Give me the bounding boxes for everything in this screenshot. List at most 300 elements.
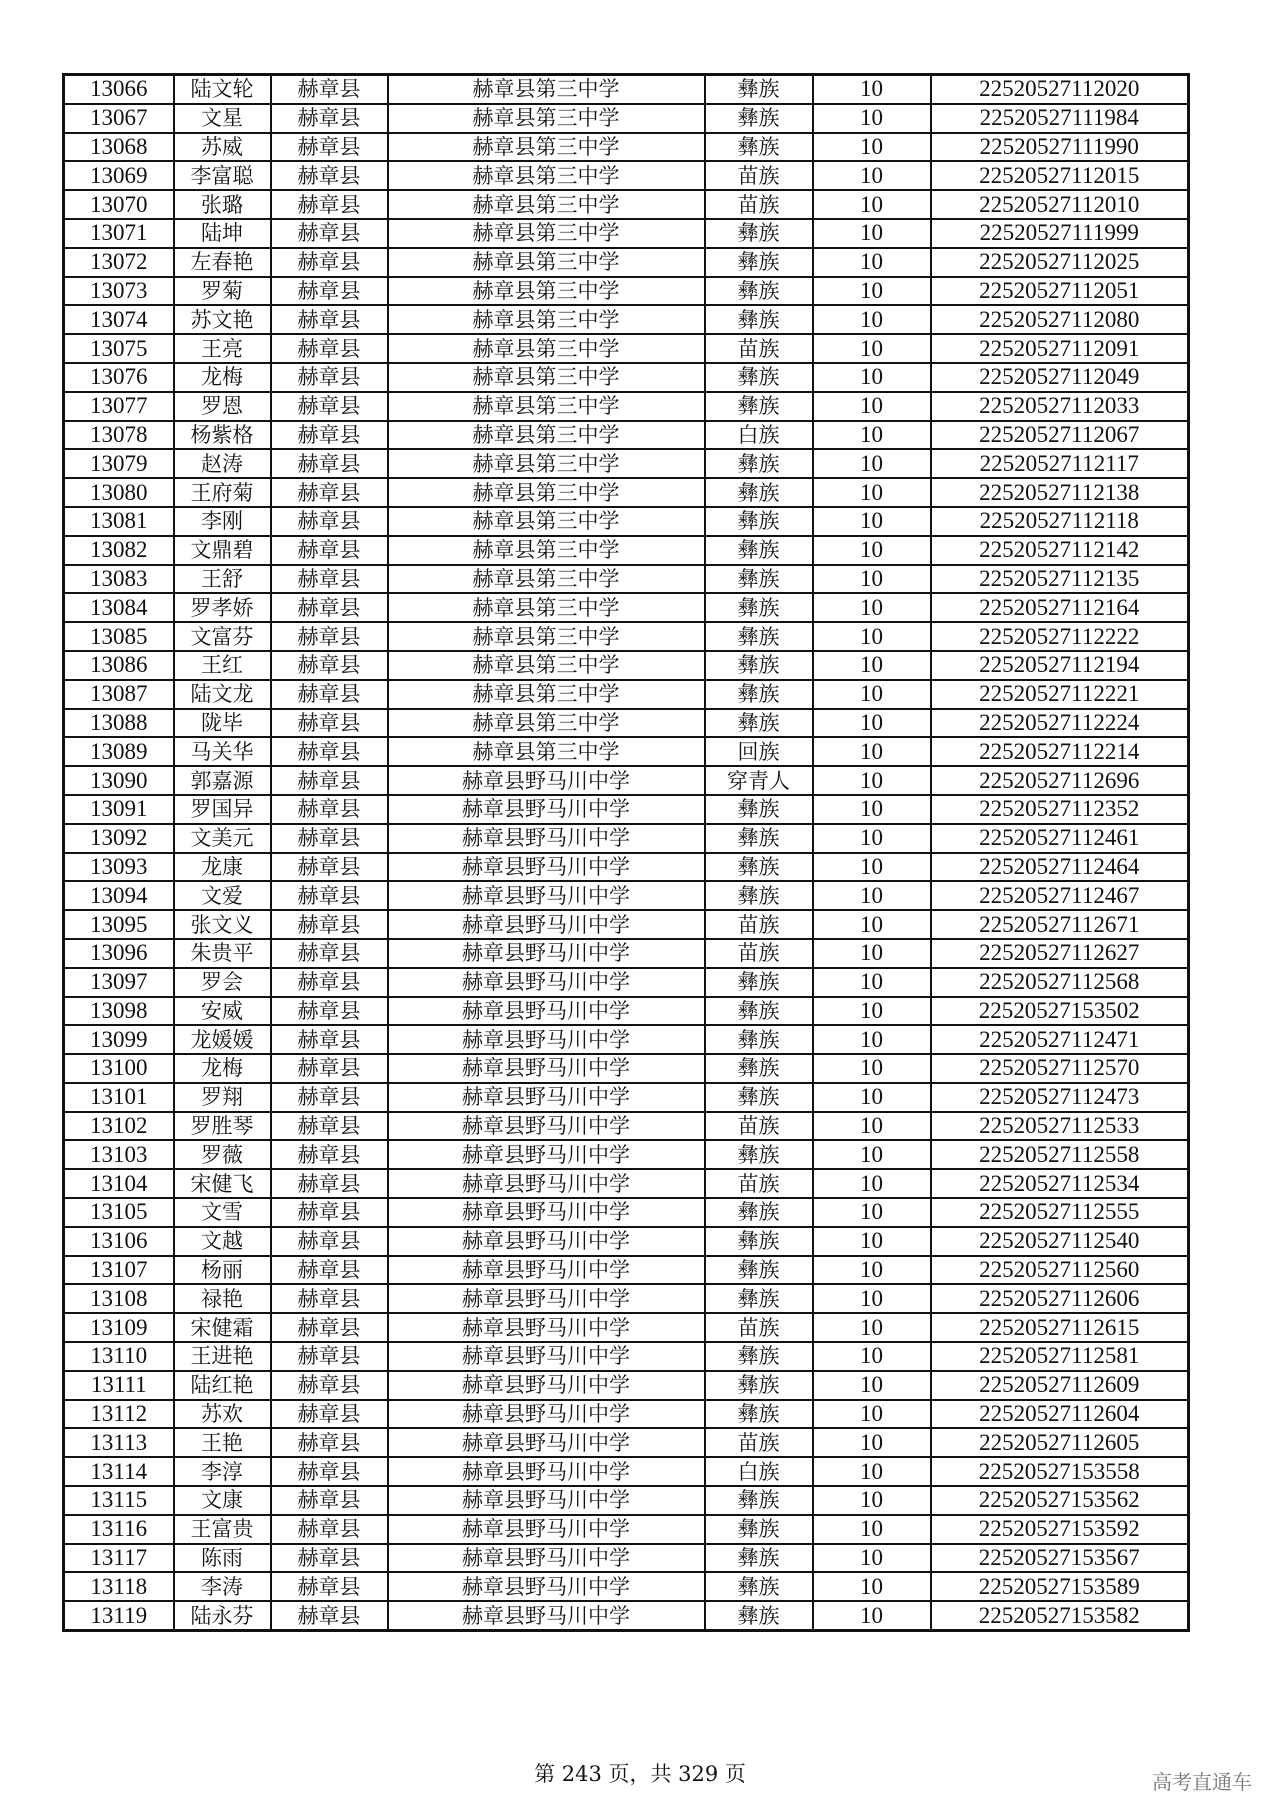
serial-number-cell: 13116	[64, 1515, 174, 1544]
score-cell: 10	[813, 1342, 931, 1371]
school-cell: 赫章县野马川中学	[388, 1025, 705, 1054]
table-row	[64, 277, 1189, 306]
table-row	[64, 968, 1189, 997]
score-cell: 10	[813, 1544, 931, 1573]
ethnicity-cell: 彝族	[705, 881, 813, 910]
ethnicity-cell: 彝族	[705, 363, 813, 392]
school-cell: 赫章县野马川中学	[388, 795, 705, 824]
score-cell: 10	[813, 1313, 931, 1342]
serial-number-cell: 13085	[64, 622, 174, 651]
serial-number-cell: 13078	[64, 421, 174, 450]
school-cell: 赫章县野马川中学	[388, 853, 705, 882]
serial-number-cell: 13087	[64, 680, 174, 709]
school-cell: 赫章县第三中学	[388, 133, 705, 162]
exam-id-cell: 22520527112033	[931, 392, 1189, 421]
serial-number-cell: 13070	[64, 190, 174, 219]
school-cell: 赫章县野马川中学	[388, 1428, 705, 1457]
table-row	[64, 622, 1189, 651]
score-cell: 10	[813, 1572, 931, 1601]
student-name-cell: 杨丽	[174, 1256, 271, 1285]
serial-number-cell: 13109	[64, 1313, 174, 1342]
exam-id-cell: 22520527112010	[931, 190, 1189, 219]
school-cell: 赫章县第三中学	[388, 75, 705, 104]
county-cell: 赫章县	[271, 1371, 388, 1400]
exam-id-cell: 22520527112352	[931, 795, 1189, 824]
county-cell: 赫章县	[271, 1428, 388, 1457]
exam-id-cell: 22520527112049	[931, 363, 1189, 392]
exam-id-cell: 22520527112464	[931, 853, 1189, 882]
student-name-cell: 罗薇	[174, 1140, 271, 1169]
ethnicity-cell: 彝族	[705, 1371, 813, 1400]
exam-id-cell: 22520527112020	[931, 75, 1189, 104]
school-cell: 赫章县第三中学	[388, 507, 705, 536]
ethnicity-cell: 彝族	[705, 680, 813, 709]
school-cell: 赫章县第三中学	[388, 161, 705, 190]
score-cell: 10	[813, 277, 931, 306]
county-cell: 赫章县	[271, 1601, 388, 1630]
score-cell: 10	[813, 75, 931, 104]
ethnicity-cell: 彝族	[705, 133, 813, 162]
table-row	[64, 1601, 1189, 1630]
student-name-cell: 赵涛	[174, 449, 271, 478]
ethnicity-cell: 苗族	[705, 1428, 813, 1457]
county-cell: 赫章县	[271, 248, 388, 277]
exam-id-cell: 22520527112224	[931, 709, 1189, 738]
county-cell: 赫章县	[271, 536, 388, 565]
serial-number-cell: 13105	[64, 1198, 174, 1227]
county-cell: 赫章县	[271, 1400, 388, 1429]
score-cell: 10	[813, 1169, 931, 1198]
student-name-cell: 龙梅	[174, 363, 271, 392]
serial-number-cell: 13093	[64, 853, 174, 882]
ethnicity-cell: 彝族	[705, 593, 813, 622]
school-cell: 赫章县野马川中学	[388, 1227, 705, 1256]
county-cell: 赫章县	[271, 363, 388, 392]
serial-number-cell: 13113	[64, 1428, 174, 1457]
ethnicity-cell: 彝族	[705, 1025, 813, 1054]
exam-id-cell: 22520527112080	[931, 305, 1189, 334]
school-cell: 赫章县第三中学	[388, 190, 705, 219]
county-cell: 赫章县	[271, 1342, 388, 1371]
serial-number-cell: 13096	[64, 939, 174, 968]
exam-id-cell: 22520527112570	[931, 1054, 1189, 1083]
ethnicity-cell: 彝族	[705, 1342, 813, 1371]
watermark-logo: 高考直通车	[1152, 1770, 1252, 1794]
score-cell: 10	[813, 219, 931, 248]
table-row	[64, 1025, 1189, 1054]
student-name-cell: 王舒	[174, 565, 271, 594]
exam-id-cell: 22520527112558	[931, 1140, 1189, 1169]
serial-number-cell: 13115	[64, 1486, 174, 1515]
student-name-cell: 罗会	[174, 968, 271, 997]
student-name-cell: 文康	[174, 1486, 271, 1515]
serial-number-cell: 13081	[64, 507, 174, 536]
exam-id-cell: 22520527112025	[931, 248, 1189, 277]
school-cell: 赫章县野马川中学	[388, 824, 705, 853]
exam-id-cell: 22520527112222	[931, 622, 1189, 651]
school-cell: 赫章县野马川中学	[388, 1601, 705, 1630]
serial-number-cell: 13091	[64, 795, 174, 824]
county-cell: 赫章县	[271, 1284, 388, 1313]
serial-number-cell: 13094	[64, 881, 174, 910]
school-cell: 赫章县野马川中学	[388, 939, 705, 968]
table-row	[64, 997, 1189, 1026]
serial-number-cell: 13071	[64, 219, 174, 248]
serial-number-cell: 13079	[64, 449, 174, 478]
serial-number-cell: 13102	[64, 1112, 174, 1141]
ethnicity-cell: 彝族	[705, 565, 813, 594]
score-cell: 10	[813, 853, 931, 882]
student-name-cell: 罗恩	[174, 392, 271, 421]
exam-id-cell: 22520527112067	[931, 421, 1189, 450]
ethnicity-cell: 苗族	[705, 1169, 813, 1198]
ethnicity-cell: 彝族	[705, 392, 813, 421]
exam-id-cell: 22520527112142	[931, 536, 1189, 565]
serial-number-cell: 13089	[64, 737, 174, 766]
ethnicity-cell: 苗族	[705, 190, 813, 219]
table-row	[64, 363, 1189, 392]
school-cell: 赫章县第三中学	[388, 709, 705, 738]
student-name-cell: 罗国异	[174, 795, 271, 824]
exam-id-cell: 22520527112696	[931, 766, 1189, 795]
score-cell: 10	[813, 651, 931, 680]
serial-number-cell: 13088	[64, 709, 174, 738]
ethnicity-cell: 彝族	[705, 1198, 813, 1227]
student-name-cell: 陆红艳	[174, 1371, 271, 1400]
school-cell: 赫章县第三中学	[388, 104, 705, 133]
table-row	[64, 1313, 1189, 1342]
table-row	[64, 737, 1189, 766]
score-cell: 10	[813, 1457, 931, 1486]
score-cell: 10	[813, 1256, 931, 1285]
county-cell: 赫章县	[271, 1572, 388, 1601]
school-cell: 赫章县野马川中学	[388, 1486, 705, 1515]
exam-id-cell: 22520527112605	[931, 1428, 1189, 1457]
student-name-cell: 陆坤	[174, 219, 271, 248]
serial-number-cell: 13083	[64, 565, 174, 594]
table-row	[64, 939, 1189, 968]
county-cell: 赫章县	[271, 939, 388, 968]
serial-number-cell: 13069	[64, 161, 174, 190]
county-cell: 赫章县	[271, 1112, 388, 1141]
table-row	[64, 709, 1189, 738]
student-name-cell: 安威	[174, 997, 271, 1026]
school-cell: 赫章县第三中学	[388, 680, 705, 709]
ethnicity-cell: 彝族	[705, 1284, 813, 1313]
school-cell: 赫章县野马川中学	[388, 997, 705, 1026]
county-cell: 赫章县	[271, 680, 388, 709]
ethnicity-cell: 彝族	[705, 1544, 813, 1573]
table-row	[64, 248, 1189, 277]
table-row	[64, 1428, 1189, 1457]
serial-number-cell: 13067	[64, 104, 174, 133]
student-name-cell: 龙康	[174, 853, 271, 882]
ethnicity-cell: 彝族	[705, 1083, 813, 1112]
exam-id-cell: 22520527112117	[931, 449, 1189, 478]
table-row	[64, 1457, 1189, 1486]
table-row	[64, 881, 1189, 910]
student-name-cell: 朱贵平	[174, 939, 271, 968]
ethnicity-cell: 白族	[705, 421, 813, 450]
serial-number-cell: 13112	[64, 1400, 174, 1429]
county-cell: 赫章县	[271, 133, 388, 162]
school-cell: 赫章县野马川中学	[388, 1256, 705, 1285]
exam-id-cell: 22520527112560	[931, 1256, 1189, 1285]
exam-id-cell: 22520527112091	[931, 334, 1189, 363]
serial-number-cell: 13104	[64, 1169, 174, 1198]
exam-id-cell: 22520527112606	[931, 1284, 1189, 1313]
student-name-cell: 张璐	[174, 190, 271, 219]
exam-id-cell: 22520527112471	[931, 1025, 1189, 1054]
student-name-cell: 文越	[174, 1227, 271, 1256]
score-cell: 10	[813, 824, 931, 853]
score-cell: 10	[813, 248, 931, 277]
exam-id-cell: 22520527112540	[931, 1227, 1189, 1256]
county-cell: 赫章县	[271, 277, 388, 306]
exam-id-cell: 22520527112214	[931, 737, 1189, 766]
student-name-cell: 王红	[174, 651, 271, 680]
school-cell: 赫章县野马川中学	[388, 1140, 705, 1169]
score-cell: 10	[813, 334, 931, 363]
county-cell: 赫章县	[271, 795, 388, 824]
serial-number-cell: 13106	[64, 1227, 174, 1256]
ethnicity-cell: 彝族	[705, 709, 813, 738]
table-row	[64, 1515, 1189, 1544]
county-cell: 赫章县	[271, 824, 388, 853]
county-cell: 赫章县	[271, 334, 388, 363]
exam-id-cell: 22520527112671	[931, 910, 1189, 939]
table-row	[64, 334, 1189, 363]
serial-number-cell: 13090	[64, 766, 174, 795]
school-cell: 赫章县第三中学	[388, 334, 705, 363]
table-row	[64, 1486, 1189, 1515]
score-cell: 10	[813, 881, 931, 910]
school-cell: 赫章县野马川中学	[388, 1313, 705, 1342]
table-row	[64, 1198, 1189, 1227]
ethnicity-cell: 彝族	[705, 277, 813, 306]
exam-id-cell: 22520527112615	[931, 1313, 1189, 1342]
school-cell: 赫章县第三中学	[388, 219, 705, 248]
ethnicity-cell: 彝族	[705, 1486, 813, 1515]
ethnicity-cell: 彝族	[705, 1227, 813, 1256]
county-cell: 赫章县	[271, 853, 388, 882]
student-name-cell: 禄艳	[174, 1284, 271, 1313]
county-cell: 赫章县	[271, 1169, 388, 1198]
ethnicity-cell: 彝族	[705, 1572, 813, 1601]
ethnicity-cell: 苗族	[705, 161, 813, 190]
score-cell: 10	[813, 449, 931, 478]
score-cell: 10	[813, 1198, 931, 1227]
school-cell: 赫章县野马川中学	[388, 1515, 705, 1544]
table-row	[64, 1371, 1189, 1400]
table-row	[64, 1227, 1189, 1256]
ethnicity-cell: 苗族	[705, 1313, 813, 1342]
county-cell: 赫章县	[271, 881, 388, 910]
table-row	[64, 75, 1189, 104]
ethnicity-cell: 彝族	[705, 824, 813, 853]
school-cell: 赫章县野马川中学	[388, 1284, 705, 1313]
exam-id-cell: 22520527153567	[931, 1544, 1189, 1573]
serial-number-cell: 13107	[64, 1256, 174, 1285]
student-name-cell: 杨紫格	[174, 421, 271, 450]
exam-id-cell: 22520527153502	[931, 997, 1189, 1026]
exam-id-cell: 22520527153592	[931, 1515, 1189, 1544]
ethnicity-cell: 彝族	[705, 478, 813, 507]
student-name-cell: 李富聪	[174, 161, 271, 190]
school-cell: 赫章县野马川中学	[388, 1544, 705, 1573]
score-cell: 10	[813, 910, 931, 939]
county-cell: 赫章县	[271, 1544, 388, 1573]
table-row	[64, 190, 1189, 219]
student-name-cell: 罗孝娇	[174, 593, 271, 622]
table-row	[64, 305, 1189, 334]
score-cell: 10	[813, 1284, 931, 1313]
table-row	[64, 651, 1189, 680]
table-row	[64, 1083, 1189, 1112]
score-cell: 10	[813, 1400, 931, 1429]
student-name-cell: 李刚	[174, 507, 271, 536]
ethnicity-cell: 苗族	[705, 910, 813, 939]
school-cell: 赫章县野马川中学	[388, 1572, 705, 1601]
score-cell: 10	[813, 766, 931, 795]
school-cell: 赫章县野马川中学	[388, 1112, 705, 1141]
school-cell: 赫章县野马川中学	[388, 1198, 705, 1227]
student-name-cell: 文美元	[174, 824, 271, 853]
score-cell: 10	[813, 1601, 931, 1630]
ethnicity-cell: 彝族	[705, 651, 813, 680]
county-cell: 赫章县	[271, 1025, 388, 1054]
table-row	[64, 1572, 1189, 1601]
ethnicity-cell: 彝族	[705, 622, 813, 651]
score-cell: 10	[813, 1486, 931, 1515]
score-cell: 10	[813, 1083, 931, 1112]
score-cell: 10	[813, 536, 931, 565]
table-row	[64, 478, 1189, 507]
table-row	[64, 766, 1189, 795]
ethnicity-cell: 白族	[705, 1457, 813, 1486]
student-name-cell: 罗胜琴	[174, 1112, 271, 1141]
student-name-cell: 宋健飞	[174, 1169, 271, 1198]
table-row	[64, 910, 1189, 939]
exam-id-cell: 22520527112467	[931, 881, 1189, 910]
county-cell: 赫章县	[271, 104, 388, 133]
student-name-cell: 文富芬	[174, 622, 271, 651]
school-cell: 赫章县第三中学	[388, 392, 705, 421]
table-row	[64, 536, 1189, 565]
serial-number-cell: 13074	[64, 305, 174, 334]
school-cell: 赫章县野马川中学	[388, 881, 705, 910]
student-name-cell: 陇毕	[174, 709, 271, 738]
student-name-cell: 王府菊	[174, 478, 271, 507]
serial-number-cell: 13092	[64, 824, 174, 853]
ethnicity-cell: 彝族	[705, 75, 813, 104]
score-cell: 10	[813, 305, 931, 334]
serial-number-cell: 13066	[64, 75, 174, 104]
serial-number-cell: 13103	[64, 1140, 174, 1169]
serial-number-cell: 13111	[64, 1371, 174, 1400]
county-cell: 赫章县	[271, 1083, 388, 1112]
student-name-cell: 苏文艳	[174, 305, 271, 334]
ethnicity-cell: 彝族	[705, 1601, 813, 1630]
serial-number-cell: 13075	[64, 334, 174, 363]
table-row	[64, 1544, 1189, 1573]
ethnicity-cell: 彝族	[705, 305, 813, 334]
serial-number-cell: 13072	[64, 248, 174, 277]
exam-id-cell: 22520527112051	[931, 277, 1189, 306]
county-cell: 赫章县	[271, 997, 388, 1026]
ethnicity-cell: 彝族	[705, 248, 813, 277]
serial-number-cell: 13097	[64, 968, 174, 997]
student-name-cell: 龙梅	[174, 1054, 271, 1083]
county-cell: 赫章县	[271, 1054, 388, 1083]
county-cell: 赫章县	[271, 1313, 388, 1342]
serial-number-cell: 13086	[64, 651, 174, 680]
table-row	[64, 1400, 1189, 1429]
score-cell: 10	[813, 190, 931, 219]
ethnicity-cell: 彝族	[705, 104, 813, 133]
score-cell: 10	[813, 997, 931, 1026]
county-cell: 赫章县	[271, 421, 388, 450]
exam-id-cell: 22520527111999	[931, 219, 1189, 248]
school-cell: 赫章县第三中学	[388, 363, 705, 392]
exam-id-cell: 22520527111990	[931, 133, 1189, 162]
school-cell: 赫章县第三中学	[388, 565, 705, 594]
student-name-cell: 文雪	[174, 1198, 271, 1227]
ethnicity-cell: 彝族	[705, 507, 813, 536]
serial-number-cell: 13108	[64, 1284, 174, 1313]
table-row	[64, 449, 1189, 478]
score-cell: 10	[813, 1112, 931, 1141]
school-cell: 赫章县第三中学	[388, 622, 705, 651]
student-list-table	[62, 73, 1190, 1632]
score-cell: 10	[813, 1140, 931, 1169]
score-cell: 10	[813, 363, 931, 392]
table-row	[64, 680, 1189, 709]
student-name-cell: 李淳	[174, 1457, 271, 1486]
school-cell: 赫章县野马川中学	[388, 910, 705, 939]
student-name-cell: 马关华	[174, 737, 271, 766]
serial-number-cell: 13077	[64, 392, 174, 421]
ethnicity-cell: 彝族	[705, 853, 813, 882]
ethnicity-cell: 彝族	[705, 536, 813, 565]
table-row	[64, 104, 1189, 133]
exam-id-cell: 22520527112533	[931, 1112, 1189, 1141]
table-row	[64, 1256, 1189, 1285]
serial-number-cell: 13080	[64, 478, 174, 507]
student-name-cell: 文鼎碧	[174, 536, 271, 565]
exam-id-cell: 22520527112604	[931, 1400, 1189, 1429]
exam-id-cell: 22520527112568	[931, 968, 1189, 997]
county-cell: 赫章县	[271, 392, 388, 421]
student-name-cell: 陆文龙	[174, 680, 271, 709]
ethnicity-cell: 彝族	[705, 449, 813, 478]
ethnicity-cell: 穿青人	[705, 766, 813, 795]
score-cell: 10	[813, 795, 931, 824]
student-name-cell: 王进艳	[174, 1342, 271, 1371]
exam-id-cell: 22520527112473	[931, 1083, 1189, 1112]
table-row	[64, 565, 1189, 594]
serial-number-cell: 13068	[64, 133, 174, 162]
ethnicity-cell: 回族	[705, 737, 813, 766]
serial-number-cell: 13100	[64, 1054, 174, 1083]
county-cell: 赫章县	[271, 709, 388, 738]
student-name-cell: 陆文轮	[174, 75, 271, 104]
school-cell: 赫章县第三中学	[388, 593, 705, 622]
school-cell: 赫章县野马川中学	[388, 1169, 705, 1198]
exam-id-cell: 22520527112555	[931, 1198, 1189, 1227]
score-cell: 10	[813, 565, 931, 594]
exam-id-cell: 22520527111984	[931, 104, 1189, 133]
